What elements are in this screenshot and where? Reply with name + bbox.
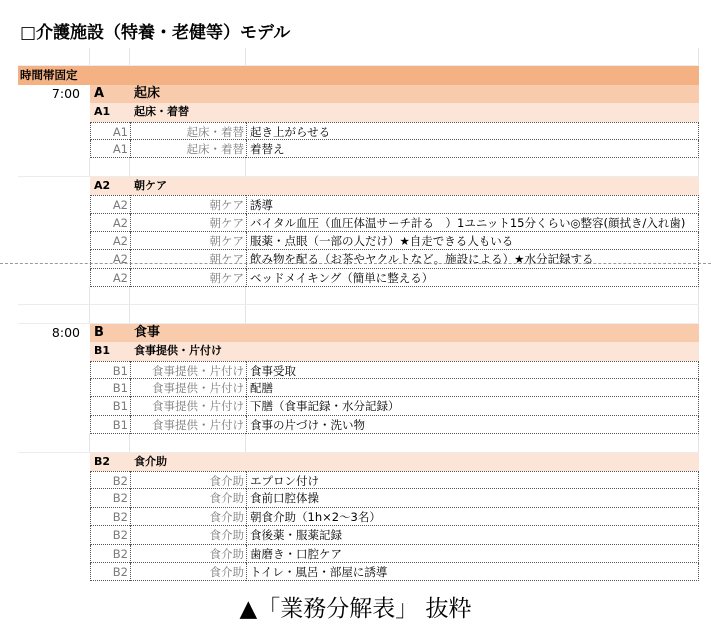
empty-cell [18, 103, 90, 121]
task-code: B1 [90, 416, 130, 434]
task-code: A2 [90, 232, 130, 250]
task-row [18, 471, 699, 489]
task-category: 朝ケア [130, 214, 246, 232]
task-row [18, 232, 699, 250]
task-code: B2 [90, 563, 130, 581]
empty-cell [18, 177, 90, 195]
task-row [18, 269, 699, 287]
task-description: 飲み物を配る（お茶やヤクルトなど。施設による）★水分記録する [246, 250, 699, 268]
blank-row [18, 287, 699, 305]
task-description: 配膳 [246, 379, 699, 397]
task-description: 服薬・点眼（一部の人だけ）★自走できる人もいる [246, 232, 699, 250]
empty-cell [90, 305, 130, 322]
empty-cell [18, 416, 90, 434]
empty-cell [90, 434, 130, 451]
subcategory-row [18, 342, 699, 360]
task-category: 朝ケア [130, 195, 246, 213]
task-category: 食事提供・片付け [130, 379, 246, 397]
subcategory-code: B1 [94, 344, 111, 358]
task-row [18, 122, 699, 140]
category-name: 起床 [134, 85, 161, 101]
task-description: バイタル血圧（血圧体温サーチ計る ）1ユニット15分くらい◎整容(顔拭き/入れ歯) [246, 214, 699, 232]
task-code: A2 [90, 269, 130, 287]
empty-cell [18, 545, 90, 563]
empty-cell [18, 122, 90, 140]
category-row [18, 324, 699, 342]
empty-cell [18, 361, 90, 379]
task-category: 食介助 [130, 508, 246, 526]
task-description: 下膳（食事記録・水分記録） [246, 397, 699, 415]
subcategory-row [18, 103, 699, 121]
subcategory-name: 食介助 [134, 454, 167, 468]
task-category: 食介助 [130, 526, 246, 544]
task-code: B2 [90, 545, 130, 563]
subcategory-name: 朝ケア [134, 178, 167, 192]
empty-cell [18, 195, 90, 213]
task-code: B2 [90, 489, 130, 507]
time-cell: 7:00 [18, 85, 90, 103]
task-row [18, 489, 699, 507]
task-category: 起床・着替 [130, 140, 246, 158]
task-code: A2 [90, 214, 130, 232]
task-description: 食前口腔体操 [246, 489, 699, 507]
empty-cell [18, 140, 90, 158]
empty-cell [246, 287, 699, 304]
task-category: 食介助 [130, 489, 246, 507]
empty-cell [18, 342, 90, 360]
task-row [18, 563, 699, 581]
category-row [18, 85, 699, 103]
task-description: 歯磨き・口腔ケア [246, 545, 699, 563]
subcategory-name: 食事提供・片付け [134, 344, 222, 358]
fixed-time-band [18, 66, 699, 84]
blank-row [18, 158, 699, 176]
empty-cell [18, 379, 90, 397]
task-category: 朝ケア [130, 232, 246, 250]
task-category: 食介助 [130, 545, 246, 563]
empty-cell [130, 434, 246, 451]
task-table [18, 85, 699, 582]
blank-row [18, 305, 699, 323]
task-category: 食介助 [130, 563, 246, 581]
task-row [18, 214, 699, 232]
empty-cell [130, 287, 246, 304]
task-description: 朝食介助（1h×2～3名） [246, 508, 699, 526]
category-code: B [94, 324, 104, 340]
time-cell: 8:00 [18, 324, 90, 342]
empty-cell [90, 158, 130, 175]
task-code: B1 [90, 397, 130, 415]
task-row [18, 140, 699, 158]
task-code: B1 [90, 379, 130, 397]
task-category: 食事提供・片付け [130, 416, 246, 434]
subcategory-code: A2 [94, 178, 111, 192]
spreadsheet [18, 18, 699, 581]
empty-cell [130, 305, 246, 322]
empty-cell [18, 232, 90, 250]
page-title: □介護施設（特養・老健等）モデル [20, 23, 291, 43]
task-row [18, 416, 699, 434]
task-code: A2 [90, 250, 130, 268]
task-row [18, 526, 699, 544]
category-code: A [94, 85, 105, 101]
empty-cell [18, 287, 90, 304]
empty-cell [18, 526, 90, 544]
empty-cell [18, 250, 90, 268]
subcategory-code: A1 [94, 105, 111, 119]
blank-row [18, 434, 699, 452]
subcategory-row [18, 453, 699, 471]
category-name: 食事 [134, 324, 161, 340]
subcategory-name: 起床・着替 [134, 105, 189, 119]
task-row [18, 250, 699, 268]
empty-cell [18, 563, 90, 581]
empty-cell [18, 305, 90, 322]
task-row [18, 508, 699, 526]
empty-cell [18, 453, 90, 471]
task-category: 食介助 [130, 471, 246, 489]
task-code: A1 [90, 140, 130, 158]
subcategory-row [18, 177, 699, 195]
task-row [18, 397, 699, 415]
task-code: B2 [90, 526, 130, 544]
task-description: 食事の片づけ・洗い物 [246, 416, 699, 434]
empty-cell [18, 269, 90, 287]
task-row [18, 195, 699, 213]
task-row [18, 361, 699, 379]
empty-cell [90, 287, 130, 304]
task-category: 朝ケア [130, 250, 246, 268]
task-code: B1 [90, 361, 130, 379]
task-description: トイレ・風呂・部屋に誘導 [246, 563, 699, 581]
fixed-time-label: 時間帯固定 [20, 68, 78, 83]
task-description: 食後薬・服薬記録 [246, 526, 699, 544]
empty-cell [130, 158, 246, 175]
empty-cell [18, 397, 90, 415]
empty-cell [18, 508, 90, 526]
empty-cell [18, 489, 90, 507]
task-description: ベッドメイキング（簡単に整える） [246, 269, 699, 287]
task-code: B2 [90, 471, 130, 489]
task-code: B2 [90, 508, 130, 526]
task-code: A1 [90, 122, 130, 140]
task-category: 食事提供・片付け [130, 397, 246, 415]
empty-cell [18, 158, 90, 175]
task-row [18, 379, 699, 397]
subcategory-code: B2 [94, 454, 111, 468]
empty-cell [246, 434, 699, 451]
task-category: 朝ケア [130, 269, 246, 287]
empty-cell [246, 305, 699, 322]
cut-line [0, 263, 711, 264]
empty-cell [246, 158, 699, 175]
empty-cell [18, 214, 90, 232]
blank-row [18, 48, 699, 66]
figure-caption: ▲「業務分解表」 抜粋 [239, 596, 472, 622]
empty-cell [18, 471, 90, 489]
task-description: 着替え [246, 140, 699, 158]
task-description: 食事受取 [246, 361, 699, 379]
task-code: A2 [90, 195, 130, 213]
empty-cell [18, 434, 90, 451]
task-description: 誘導 [246, 195, 699, 213]
task-category: 食事提供・片付け [130, 361, 246, 379]
task-category: 起床・着替 [130, 122, 246, 140]
task-description: 起き上がらせる [246, 122, 699, 140]
task-row [18, 545, 699, 563]
task-description: エプロン付け [246, 471, 699, 489]
